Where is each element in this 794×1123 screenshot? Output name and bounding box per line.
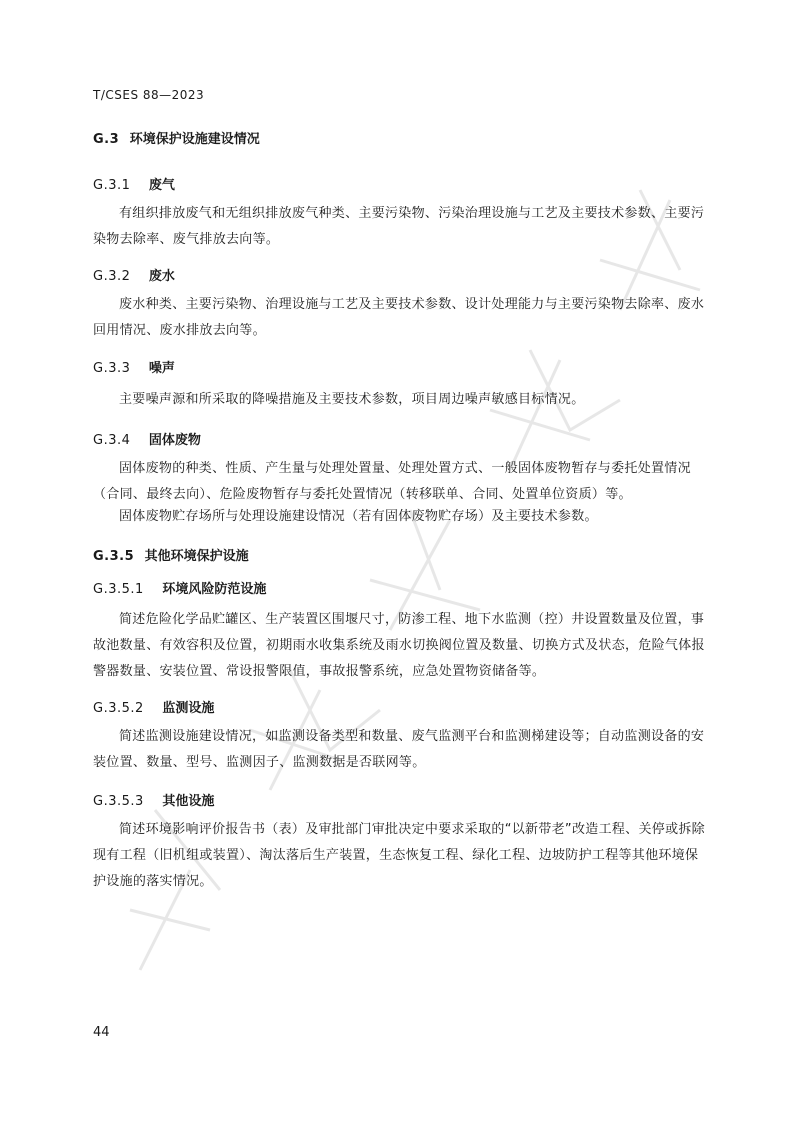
section-heading-g3	[93, 128, 260, 147]
section-number: G.3.5.1	[93, 582, 144, 597]
paragraph-other-facilities: 简述环境影响评价报告书（表）及审批部门审批决定中要求采取的“以新带老”改造工程、关停或拆除现有工程（旧机组或装置）、淘汰落后生产装置，生态恢复工程、绿化工程、边坡防护工程等其他环境保护设施的落实情况。	[93, 822, 705, 889]
section-number: G.3.1	[93, 178, 131, 193]
section-title: 监测设施	[162, 701, 215, 716]
section-heading-g3-5-2	[93, 697, 214, 716]
section-heading-g3-2	[93, 265, 175, 284]
paragraph-risk-prevention: 简述危险化学品贮罐区、生产装置区围堰尺寸，防渗工程、地下水监测（控）井设置数量及位置，事故池数量、有效容积及位置，初期雨水收集系统及雨水切换阀位置及数量、切换方式及状态，危险气体报警器数量、安装位置、常设报警限值，事故报警系统，应急处置物资储备等。	[93, 612, 705, 679]
section-heading-g3-1	[93, 174, 175, 193]
section-heading-g3-5	[93, 545, 249, 564]
section-number: G.3.3	[93, 361, 131, 376]
section-title: 固体废物	[148, 433, 201, 448]
section-heading-g3-3	[93, 357, 175, 376]
paragraph-wastewater: 废水种类、主要污染物、治理设施与工艺及主要技术参数、设计处理能力与主要污染物去除率、废水回用情况、废水排放去向等。	[93, 297, 705, 338]
page-number: 44	[93, 1025, 110, 1040]
section-number: G.3.5	[93, 549, 135, 564]
section-heading-g3-5-3	[93, 790, 214, 809]
paragraph-solid-waste-storage: 固体废物贮存场所与处理设施建设情况（若有固体废物贮存场）及主要技术参数。	[119, 509, 598, 524]
section-number: G.3.5.2	[93, 701, 144, 716]
paragraph-noise: 主要噪声源和所采取的降噪措施及主要技术参数，项目周边噪声敏感目标情况。	[119, 392, 585, 407]
section-title: 其他设施	[162, 794, 215, 809]
section-title: 环境保护设施建设情况	[129, 132, 260, 147]
section-number: G.3.4	[93, 433, 131, 448]
paragraph-exhaust-gas: 有组织排放废气和无组织排放废气种类、主要污染物、污染治理设施与工艺及主要技术参数、主要污染物去除率、废气排放去向等。	[93, 206, 705, 247]
section-title: 废气	[148, 178, 175, 193]
paragraph-solid-waste: 固体废物的种类、性质、产生量与处理处置量、处理处置方式、一般固体废物暂存与委托处置情况（合同、最终去向）、危险废物暂存与委托处置情况（转移联单、合同、处置单位资质）等。	[93, 461, 691, 502]
section-title: 噪声	[148, 361, 175, 376]
section-number: G.3	[93, 132, 120, 147]
section-title: 其他环境保护设施	[144, 549, 249, 564]
section-heading-g3-5-1	[93, 578, 266, 597]
document-code-header: T/CSES 88—2023	[93, 88, 205, 102]
section-title: 环境风险防范设施	[162, 582, 267, 597]
section-title: 废水	[148, 269, 175, 284]
paragraph-monitoring: 简述监测设施建设情况，如监测设备类型和数量、废气监测平台和监测梯建设等；自动监测设备的安装位置、数量、型号、监测因子、监测数据是否联网等。	[93, 729, 705, 770]
section-number: G.3.2	[93, 269, 131, 284]
section-heading-g3-4	[93, 429, 201, 448]
section-number: G.3.5.3	[93, 794, 144, 809]
